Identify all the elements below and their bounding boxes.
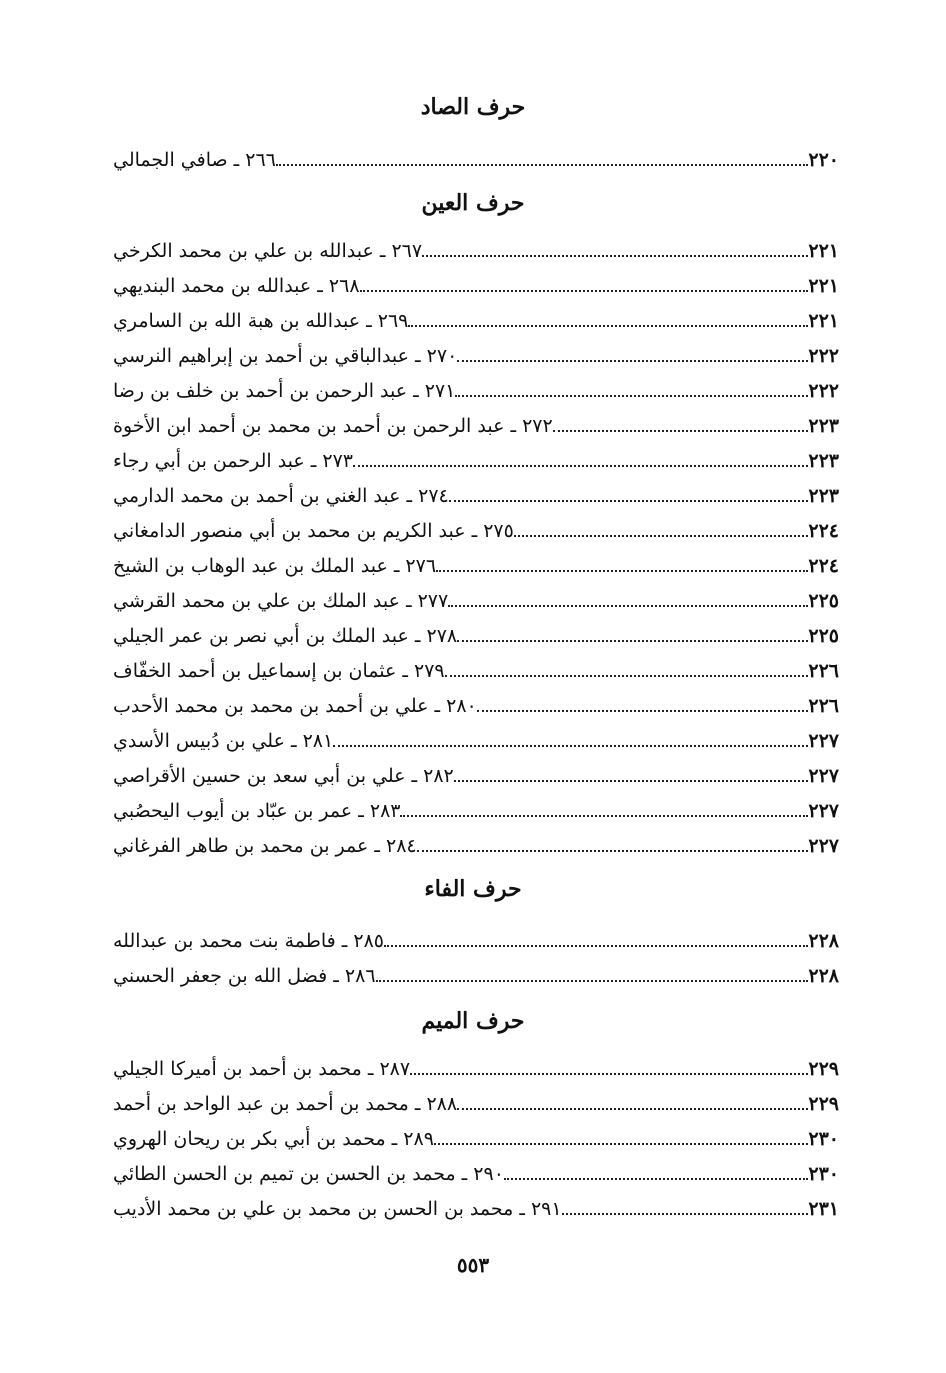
section-heading-faa: حرف الفاء <box>424 876 522 902</box>
dot-leader <box>457 640 808 642</box>
dot-leader <box>436 570 808 572</box>
toc-entry <box>105 796 853 826</box>
toc-entry <box>105 551 853 581</box>
dot-leader <box>445 675 809 677</box>
entry-title: ٢٦٦ ـ صافي الجمالي <box>113 149 276 171</box>
entry-page-number: ٢٢٧ <box>808 800 839 822</box>
dot-leader <box>384 945 808 947</box>
entry-page-number: ٢٢٩ <box>808 1058 839 1080</box>
dot-leader <box>417 850 809 852</box>
entry-title: ٢٨٩ ـ محمد بن أبي بكر بن ريحان الهروي <box>113 1128 434 1150</box>
toc-entry <box>105 341 853 371</box>
toc-entry <box>105 926 853 956</box>
toc-entry <box>105 481 853 511</box>
section-heading-saad: حرف الصاد <box>420 94 526 120</box>
entry-title: ٢٧٨ ـ عبد الملك بن أبي نصر بن عمر الجيلي <box>113 625 458 647</box>
entry-title: ٢٧٠ ـ عبدالباقي بن أحمد بن إبراهيم النرسي <box>113 345 458 367</box>
dot-leader <box>408 325 808 327</box>
entry-page-number: ٢٢٤ <box>808 520 839 542</box>
entry-title: ٢٨٢ ـ علي بن أبي سعد بن حسين الأقراصي <box>113 765 454 787</box>
entry-title: ٢٨٤ ـ عمر بن محمد بن طاهر الفرغاني <box>113 835 417 857</box>
toc-entry <box>105 271 853 301</box>
dot-leader <box>422 255 808 257</box>
entry-title: ٢٧٤ ـ عبد الغني بن أحمد بن محمد الدارمي <box>113 485 449 507</box>
entry-page-number: ٢٣٠ <box>808 1163 839 1185</box>
toc-entry <box>105 1159 853 1189</box>
dot-leader <box>455 395 808 397</box>
entry-title: ٢٨٦ ـ فضل الله بن جعفر الحسني <box>113 965 376 987</box>
page-number: ٥٥٣ <box>456 1253 490 1277</box>
entry-page-number: ٢٢١ <box>808 240 839 262</box>
toc-entry <box>105 586 853 616</box>
entry-page-number: ٢٢١ <box>808 310 839 332</box>
entry-page-number: ٢٢٧ <box>808 730 839 752</box>
dot-leader <box>400 815 808 817</box>
entry-title: ٢٨١ ـ علي بن دُبيس الأسدي <box>113 730 334 752</box>
dot-leader <box>477 710 809 712</box>
entry-title: ٢٦٨ ـ عبدالله بن محمد البنديهي <box>113 275 360 297</box>
toc-entry <box>105 1194 853 1224</box>
entry-page-number: ٢٢٨ <box>808 930 839 952</box>
dot-leader <box>410 1073 808 1075</box>
entry-title: ٢٩٠ ـ محمد بن الحسن بن تميم بن الحسن الطائي <box>113 1163 504 1185</box>
entry-page-number: ٢٢٧ <box>808 765 839 787</box>
dot-leader <box>504 1178 808 1180</box>
entry-page-number: ٢٢٢ <box>808 345 839 367</box>
section-heading-ain: حرف العين <box>421 190 525 216</box>
dot-leader <box>333 745 808 747</box>
entry-page-number: ٢٢٣ <box>808 450 839 472</box>
entry-title: ٢٨٧ ـ محمد بن أحمد بن أميركا الجيلي <box>113 1058 411 1080</box>
entry-title: ٢٧٥ ـ عبد الكريم بن محمد بن أبي منصور الدامغاني <box>113 520 514 542</box>
section-heading-meem: حرف الميم <box>421 1008 525 1034</box>
dot-leader <box>457 1108 808 1110</box>
toc-entry <box>105 1054 853 1084</box>
entry-page-number: ٢٢٦ <box>808 660 839 682</box>
entry-page-number: ٢٢٦ <box>808 695 839 717</box>
dot-leader <box>448 605 808 607</box>
entry-title: ٢٨٥ ـ فاطمة بنت محمد بن عبدالله <box>113 930 385 952</box>
entry-page-number: ٢٢١ <box>808 275 839 297</box>
toc-entry <box>105 691 853 721</box>
entry-page-number: ٢٢٣ <box>808 485 839 507</box>
entry-title: ٢٧٩ ـ عثمان بن إسماعيل بن أحمد الخفّاف <box>113 660 445 682</box>
toc-entry <box>105 761 853 791</box>
entry-page-number: ٢٣١ <box>808 1198 839 1220</box>
toc-entry <box>105 306 853 336</box>
toc-entry <box>105 446 853 476</box>
entry-title: ٢٧٢ ـ عبد الرحمن بن أحمد بن محمد بن أحمد ابن الأخوة <box>113 415 553 437</box>
toc-entry <box>105 831 853 861</box>
toc-entry <box>105 376 853 406</box>
dot-leader <box>376 980 809 982</box>
toc-entry <box>105 236 853 266</box>
entry-page-number: ٢٣٠ <box>808 1128 839 1150</box>
entry-page-number: ٢٢٥ <box>808 590 839 612</box>
toc-entry <box>105 961 853 991</box>
entry-title: ٢٦٧ ـ عبدالله بن علي بن محمد الكرخي <box>113 240 423 262</box>
entry-page-number: ٢٢٣ <box>808 415 839 437</box>
dot-leader <box>276 164 808 166</box>
entry-page-number: ٢٢٢ <box>808 380 839 402</box>
entry-page-number: ٢٢٥ <box>808 625 839 647</box>
dot-leader <box>449 500 809 502</box>
toc-entry <box>105 621 853 651</box>
dot-leader <box>353 465 808 467</box>
dot-leader <box>562 1213 809 1215</box>
dot-leader <box>434 1143 808 1145</box>
toc-entry <box>105 1089 853 1119</box>
toc-entry <box>105 726 853 756</box>
entry-title: ٢٧٦ ـ عبد الملك بن عبد الوهاب بن الشيخ <box>113 555 437 577</box>
entry-page-number: ٢٢٩ <box>808 1093 839 1115</box>
dot-leader <box>553 430 809 432</box>
entry-title: ٢٧١ ـ عبد الرحمن بن أحمد بن خلف بن رضا <box>113 380 456 402</box>
entry-title: ٢٧٧ ـ عبد الملك بن علي بن محمد القرشي <box>113 590 449 612</box>
dot-leader <box>514 535 809 537</box>
entry-title: ٢٩١ ـ محمد بن الحسن بن محمد بن علي بن محمد الأديب <box>113 1198 562 1220</box>
entry-title: ٢٦٩ ـ عبدالله بن هبة الله بن السامري <box>113 310 409 332</box>
entry-page-number: ٢٢٤ <box>808 555 839 577</box>
entry-title: ٢٨٠ ـ علي بن أحمد بن محمد بن محمد الأحدب <box>113 695 477 717</box>
entry-page-number: ٢٢٨ <box>808 965 839 987</box>
toc-entry <box>105 516 853 546</box>
toc-entry <box>105 656 853 686</box>
dot-leader <box>454 780 809 782</box>
entry-title: ٢٧٣ ـ عبد الرحمن بن أبي رجاء <box>113 450 354 472</box>
entry-title: ٢٨٣ ـ عمر بن عبّاد بن أيوب اليحصُبي <box>113 800 401 822</box>
entry-page-number: ٢٢٠ <box>808 149 839 171</box>
dot-leader <box>360 290 809 292</box>
toc-entry <box>105 1124 853 1154</box>
dot-leader <box>457 360 808 362</box>
toc-entry <box>105 145 853 175</box>
entry-page-number: ٢٢٧ <box>808 835 839 857</box>
entry-title: ٢٨٨ ـ محمد بن أحمد بن عبد الواحد بن أحمد <box>113 1093 458 1115</box>
toc-entry <box>105 411 853 441</box>
